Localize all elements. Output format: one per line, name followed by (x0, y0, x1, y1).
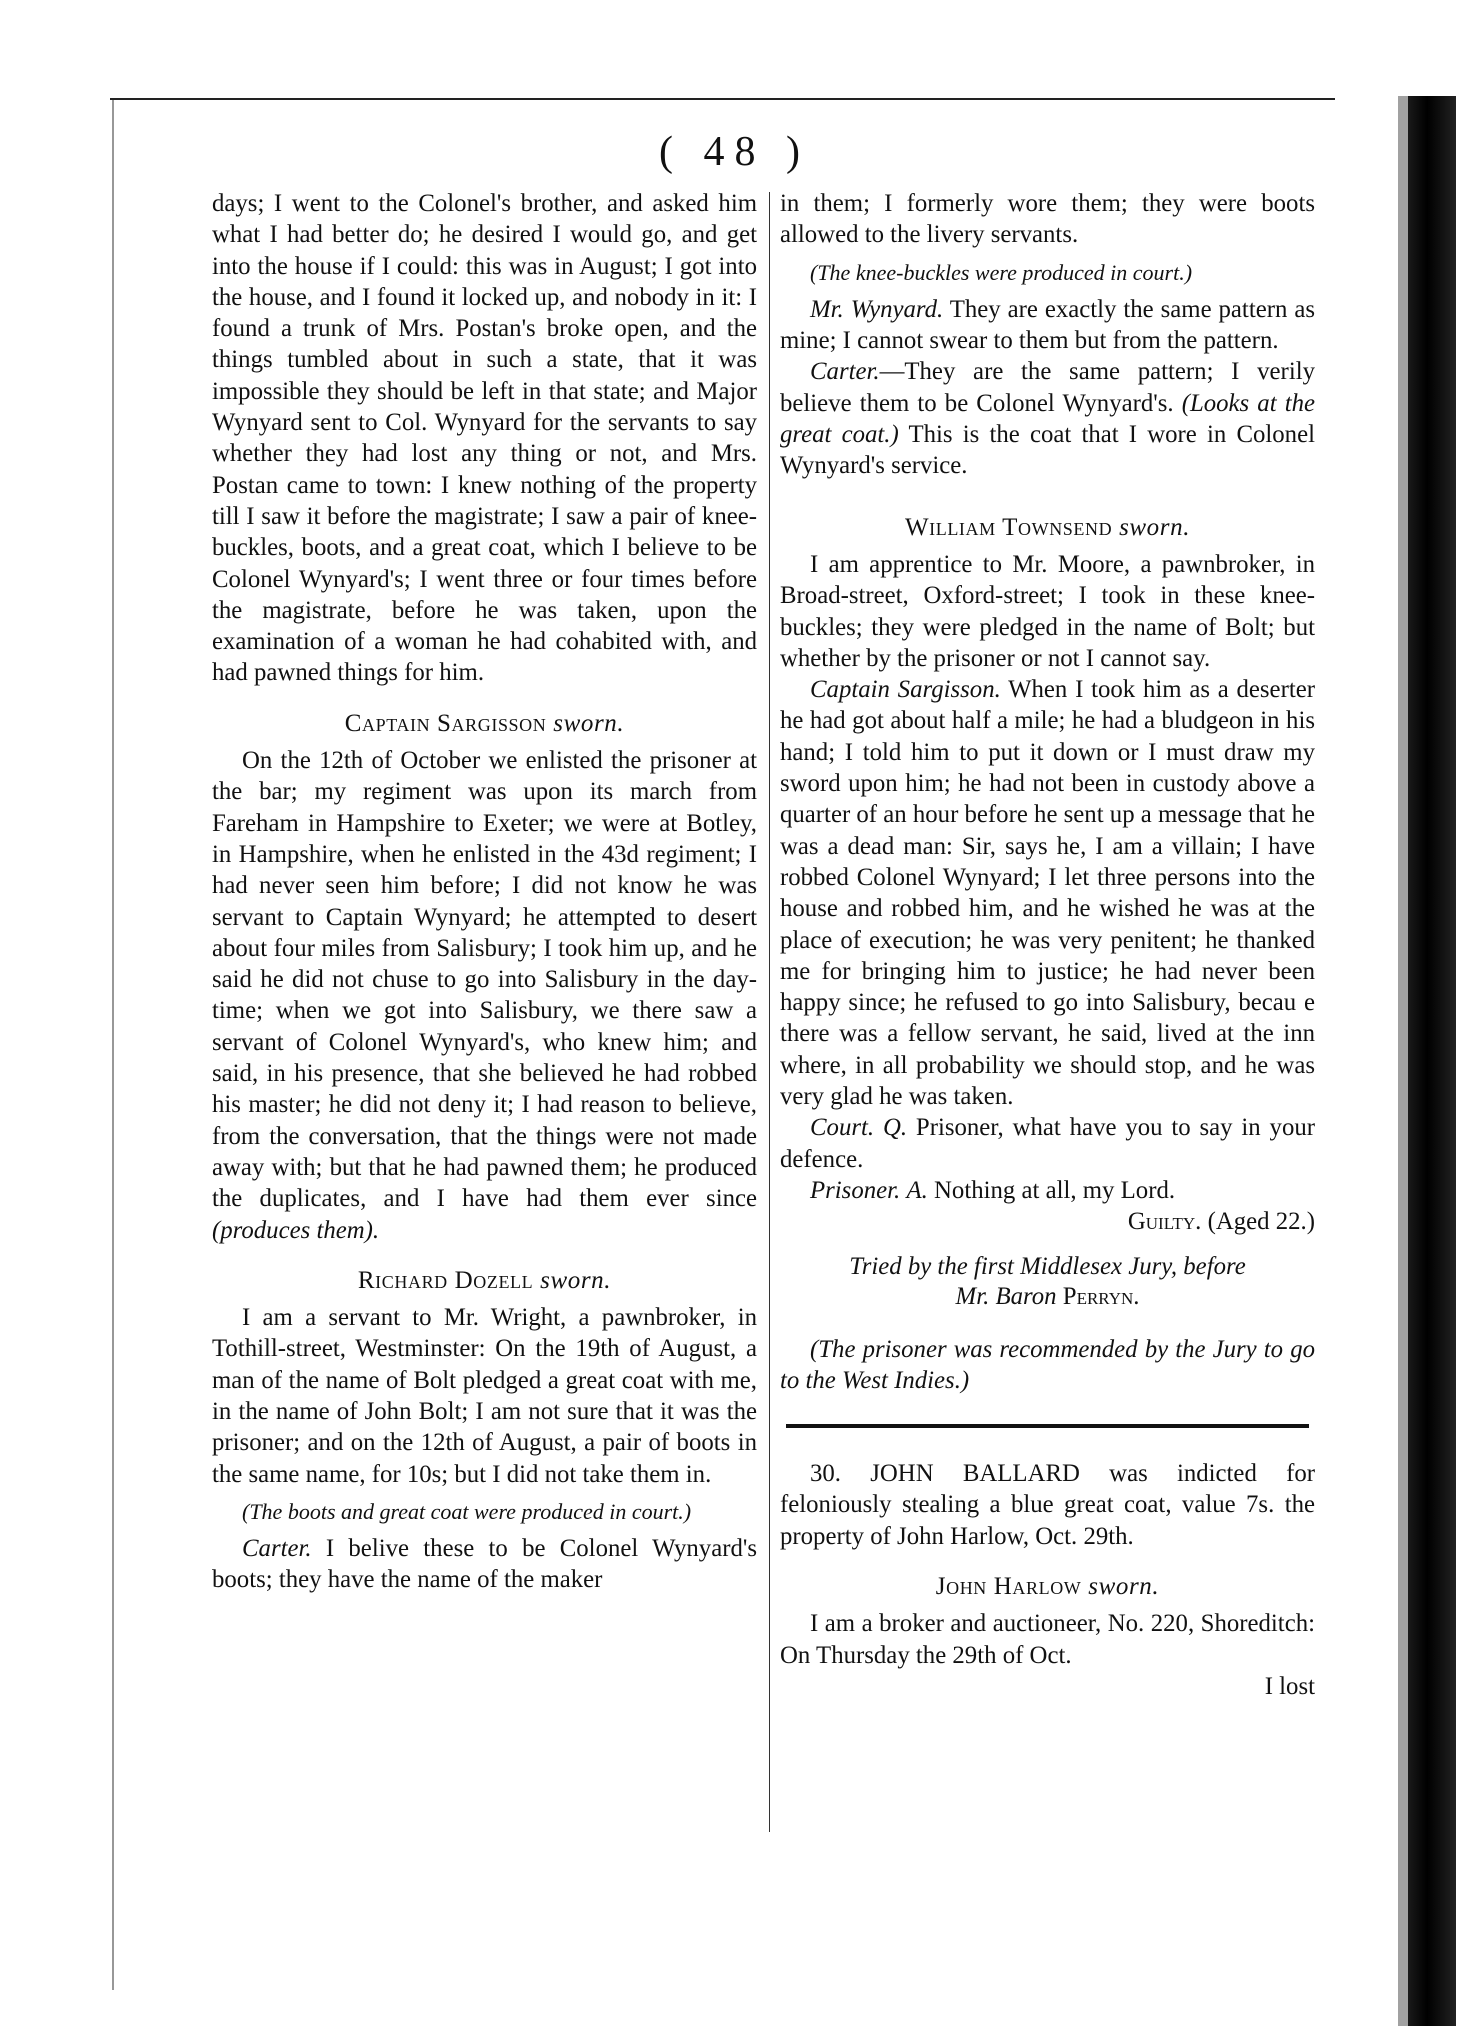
sworn-label: sworn. (553, 709, 625, 737)
paragraph: I am a servant to Mr. Wright, a pawnbroker, in Tothill-street, Westminster: On the 19th of August, a man of the name of Bolt pledged a great coat with me, in the name of John Bolt; I am not sure that it was the prisoner; and on the 12th of August, a pair of boots in the same name, for 10s; but I did not take them in. (212, 1304, 757, 1488)
court-note: (The knee-buckles were produced in court.) (810, 259, 1193, 285)
witness-heading (780, 1571, 1315, 1602)
judge-name: Perryn. (1062, 1282, 1140, 1310)
witness-name: Captain Sargisson (344, 709, 547, 737)
recommendation-note: (The prisoner was recommended by the Jury to go to the West Indies.) (780, 1335, 1315, 1394)
answer-mark: A. (906, 1176, 928, 1204)
paragraph: I am a broker and auctioneer, No. 220, Shoreditch: On Thursday the 29th of Oct. (780, 1610, 1315, 1669)
paragraph-text: Prisoner, what have you to say in your defence. (780, 1114, 1316, 1173)
trial-note (780, 1252, 1315, 1312)
paragraph: in them; I formerly wore them; they were boots allowed to the livery servants. (780, 190, 1315, 249)
case-separator (786, 1424, 1309, 1428)
paragraph: I am apprentice to Mr. Moore, a pawnbroker, in Broad-street, Oxford-street; I took in these knee-buckles; they were pledged in the name of Bolt; but whether by the prisoner or not I cannot say. (780, 550, 1315, 672)
verdict-line (780, 1206, 1315, 1237)
paragraph (780, 1175, 1315, 1206)
paragraph-text: They are exactly the same pattern as mine; I cannot swear to them but from the pattern. (780, 295, 1315, 355)
speaker-label: Carter. (810, 358, 880, 386)
sworn-label: sworn. (1088, 1572, 1160, 1600)
paragraph (212, 745, 757, 1246)
page-number: ( 48 ) (659, 129, 810, 175)
paragraph (780, 674, 1315, 1112)
verdict: Guilty. (1127, 1208, 1202, 1236)
paragraph (780, 1112, 1315, 1175)
left-column (212, 188, 757, 1596)
inline-note: (produces them). (212, 1216, 380, 1244)
sworn-label: sworn. (540, 1266, 612, 1294)
question-mark: Q. (882, 1114, 908, 1142)
paragraph-text: This is the coat that I wore in Colonel Wynyard's service. (780, 421, 1315, 480)
paragraph (212, 1533, 757, 1596)
inline-note: (Looks at the great coat.) (780, 389, 1315, 449)
sworn-label: sworn. (1119, 513, 1191, 541)
case-indictment (780, 1458, 1315, 1552)
witness-name: William Townsend (904, 513, 1113, 541)
catchword: I lost (1264, 1672, 1315, 1700)
speaker-label: Carter. (242, 1535, 312, 1563)
case-number: 30. (810, 1460, 841, 1488)
speaker-label: Mr. Wynyard. (810, 295, 944, 323)
top-rule (110, 98, 1335, 100)
paragraph-text: —They are the same pattern; I verily believe them to be Colonel Wynyard's. (780, 358, 1315, 417)
paragraph (780, 294, 1315, 357)
paragraph-text: On the 12th of October we enlisted the prisoner at the bar; my regiment was upon its march from Fareham in Hampshire to Exeter; we were at Botley, in Hampshire, when he enlisted in the 43d regiment; I had never seen him before; I did not know he was servant to Captain Wynyard; he attempted to desert about four miles from Salisbury; I took him up, and he said he did not chuse to go into Salisbury in the day-time; when we got into Salisbury, we there saw a servant of Colonel Wynyard's, who knew him; and said, in his presence, that she believed he had robbed his master; he did not deny it; I had reason to believe, from the conversation, that the things were not made away with; but that he had pawned them; he produced the duplicates, and I have had them ever since (212, 747, 757, 1213)
witness-name: John Harlow (935, 1572, 1082, 1600)
speaker-label: Court. (810, 1114, 875, 1142)
court-note: (The boots and great coat were produced in court.) (242, 1498, 692, 1524)
witness-heading (780, 512, 1315, 543)
paragraph: days; I went to the Colonel's brother, and asked him what I had better do; he desired I would go, and get into the house if I could: this was in August; I got into the house, and I found it locked up, and nobody in it: I found a trunk of Mrs. Postan's broke open, and the things tumbled about in such a state, that it was impossible they should be left in that state; and Major Wynyard sent to Col. Wynyard for the servants to say whether they had lost any thing or not, and Mrs. Postan came to town: I knew nothing of the property till I saw it before the magistrate; I saw a pair of knee-buckles, boots, and a great coat, which I believe to be Colonel Wynyard's; I went three or four times before the magistrate, before he was taken, upon the examination of a woman he had cohabited with, and had pawned things for him. (212, 190, 757, 687)
binding-edge (1408, 96, 1456, 2026)
speaker-label: Captain Sargisson. (810, 676, 1001, 704)
trial-line (780, 1282, 1315, 1312)
trial-line: Tried by the first Middlesex Jury, before (849, 1252, 1246, 1280)
paragraph-text: I belive these to be Colonel Wynyard's boots; they have the name of the maker (212, 1535, 757, 1594)
left-margin-line (112, 100, 114, 1990)
witness-name: Richard Dozell (357, 1266, 534, 1294)
paragraph-text: was indicted for feloniously stealing a blue great coat, value 7s. the property of John Harlow, Oct. 29th. (780, 1460, 1315, 1550)
paragraph (780, 356, 1315, 481)
paragraph-text: Nothing at all, my Lord. (934, 1176, 1176, 1204)
age: (Aged 22.) (1207, 1208, 1315, 1236)
judge-title: Mr. Baron (955, 1282, 1057, 1310)
defendant-name: JOHN BALLARD (870, 1460, 1080, 1488)
speaker-label: Prisoner. (810, 1176, 901, 1204)
right-column (780, 188, 1315, 1702)
witness-heading (212, 708, 757, 739)
column-divider (769, 192, 770, 1832)
witness-heading (212, 1265, 757, 1296)
paragraph-text: When I took him as a deserter he had got about half a mile; he had a bludgeon in his hand; I told him to put it down or I must draw my sword upon him; he had not been in custody above a quarter of an hour before he sent up a message that he was a dead man: Sir, says he, I am a villain; I have robbed Colonel Wynyard; I let three persons into the house and robbed him, and he wished he was at the place of execution; he was very penitent; he thanked me for bringing him to justice; he had never been happy since; he refused to go into Salisbury, becau e there was a fellow servant, he said, lived at the inn where, in all probability we should stop, and he was very glad he was taken. (780, 676, 1315, 1111)
